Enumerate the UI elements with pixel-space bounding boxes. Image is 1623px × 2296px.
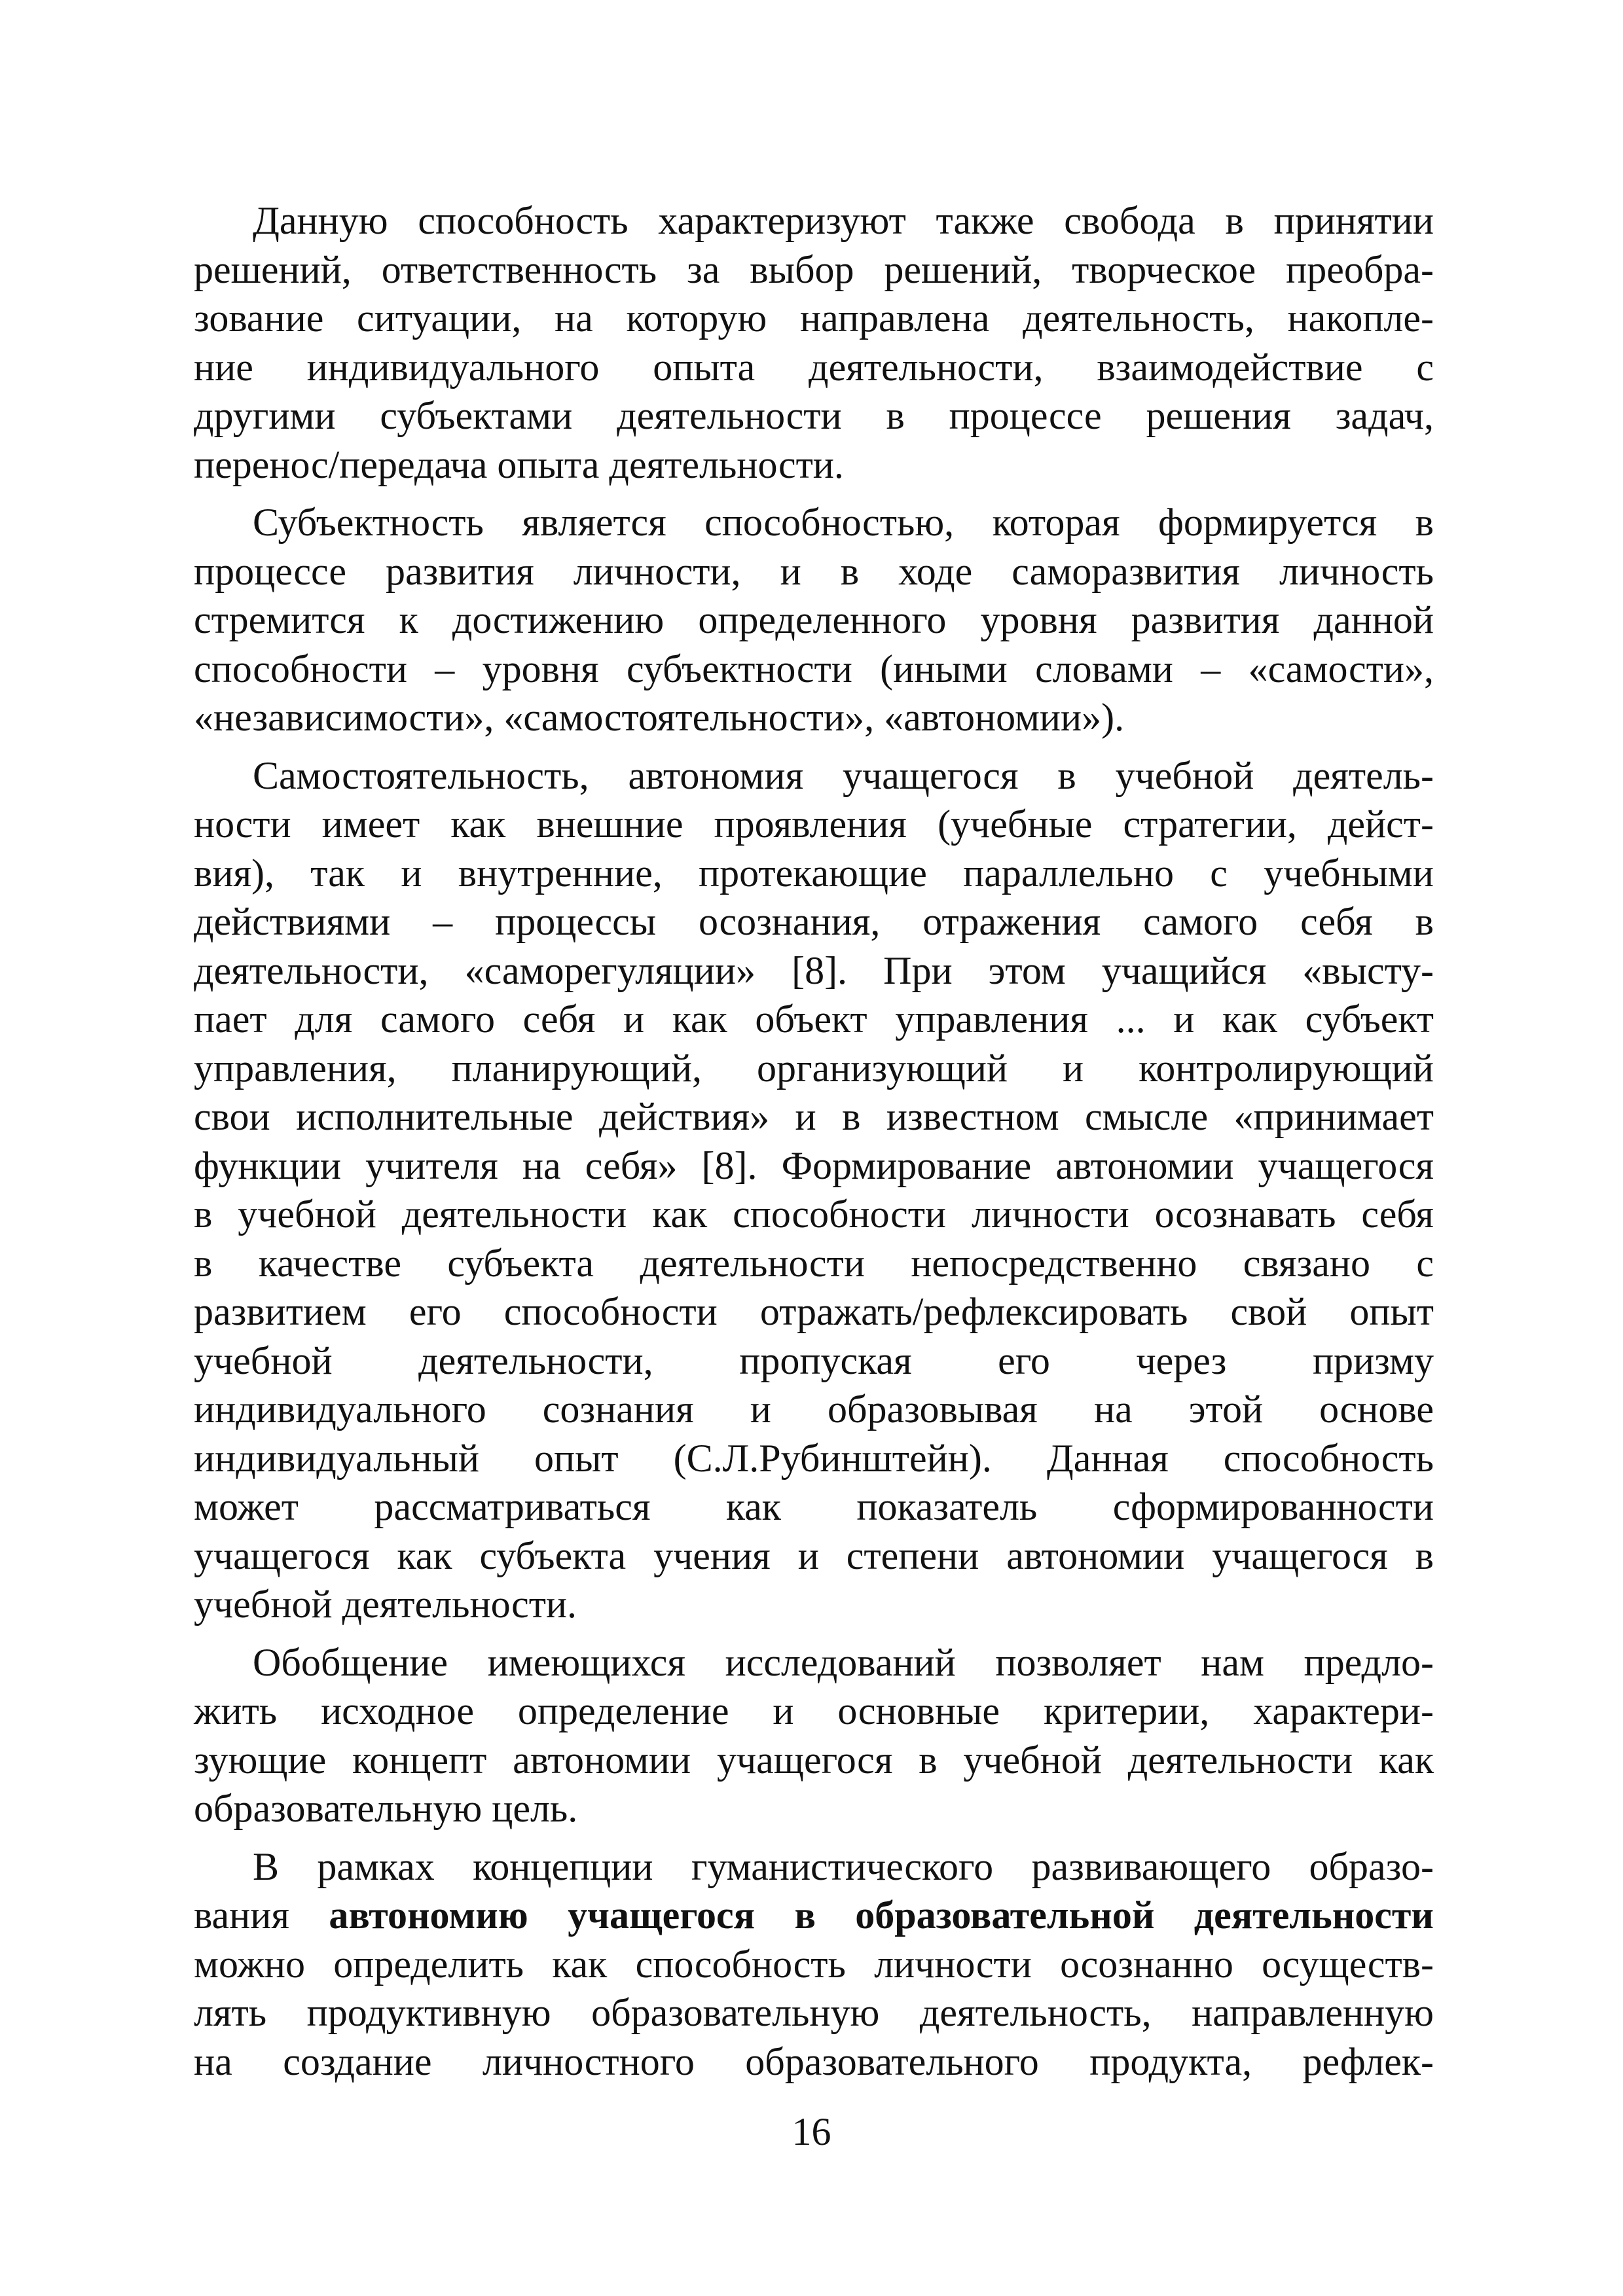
text-line: функции учителя на себя» [8]. Формирование автономии учащегося (194, 1143, 1434, 1187)
text-line: способности – уровня субъектности (иными словами – «самости», (194, 647, 1434, 691)
paragraph-2 (194, 498, 1434, 742)
text-line: образовательную цель. (194, 1787, 578, 1830)
text-line: процессе развития личности, и в ходе саморазвития личность (194, 549, 1434, 593)
text-line: управления, планирующий, организующий и контролирующий (194, 1046, 1434, 1090)
text-line: индивидуального сознания и образовывая на этой основе (194, 1388, 1434, 1431)
defined-term: автономию учащегося в образовательной деятельности (329, 1893, 1434, 1937)
paragraph-4 (194, 1638, 1434, 1833)
text-line: Самостоятельность, автономия учащегося в учебной деятель- (253, 753, 1434, 797)
text-line: деятельности, «саморегуляции» [8]. При этом учащийся «высту- (194, 948, 1434, 992)
text-line: жить исходное определение и основные критерии, характери- (194, 1689, 1434, 1732)
text-line: ние индивидуального опыта деятельности, взаимодействие с (194, 345, 1434, 389)
text-line: стремится к достижению определенного уровня развития данной (194, 598, 1434, 641)
paragraph-5 (194, 1842, 1434, 2087)
text-line: лять продуктивную образовательную деятельность, направленную (194, 1991, 1434, 2034)
text-line: зующие концепт автономии учащегося в учебной деятельности как (194, 1738, 1434, 1782)
text-line: другими субъектами деятельности в процессе решения задач, (194, 394, 1434, 437)
text-line: свои исполнительные действия» и в известном смысле «принимает (194, 1095, 1434, 1138)
text-line: на создание личностного образовательного продукта, рефлек- (194, 2039, 1434, 2083)
text-line: учащегося как субъекта учения и степени автономии учащегося в (194, 1534, 1434, 1577)
text-fragment: вания (194, 1893, 329, 1937)
text-line-with-term (194, 1891, 1434, 1940)
text-line: в учебной деятельности как способности личности осознавать себя (194, 1193, 1434, 1236)
text-line: индивидуальный опыт (С.Л.Рубинштейн). Данная способность (194, 1436, 1434, 1480)
text-line: можно определить как способность личности осознанно осуществ- (194, 1942, 1434, 1986)
text-line: пает для самого себя и как объект управления ... и как субъект (194, 997, 1434, 1041)
text-line: может рассматриваться как показатель сформированности (194, 1485, 1434, 1528)
text-line: в качестве субъекта деятельности непосредственно связано с (194, 1241, 1434, 1285)
text-line: учебной деятельности, пропуская его через призму (194, 1338, 1434, 1382)
text-line: ности имеет как внешние проявления (учебные стратегии, дейст- (194, 802, 1434, 846)
text-line: зование ситуации, на которую направлена деятельность, накопле- (194, 296, 1434, 340)
page-number: 16 (792, 2110, 831, 2153)
text-line: учебной деятельности. (194, 1583, 577, 1626)
paragraph-1 (194, 196, 1434, 489)
text-line: перенос/передача опыта деятельности. (194, 442, 844, 486)
page-body (194, 196, 1434, 2086)
text-line: Субъектность является способностью, которая формируется в (253, 501, 1434, 544)
text-line: вия), так и внутренние, протекающие параллельно с учебными (194, 851, 1434, 895)
text-line: Обобщение имеющихся исследований позволяет нам предло- (253, 1640, 1434, 1684)
text-line: Данную способность характеризуют также свобода в принятии (253, 199, 1434, 242)
text-line: решений, ответственность за выбор решений, творческое преобра- (194, 247, 1434, 291)
text-line: В рамках концепции гуманистического развивающего образо- (253, 1844, 1434, 1888)
text-line: «независимости», «самостоятельности», «автономии»). (194, 696, 1125, 739)
text-line: развитием его способности отражать/рефлексировать свой опыт (194, 1290, 1434, 1333)
text-line: действиями – процессы осознания, отражения самого себя в (194, 900, 1434, 943)
paragraph-3 (194, 751, 1434, 1629)
